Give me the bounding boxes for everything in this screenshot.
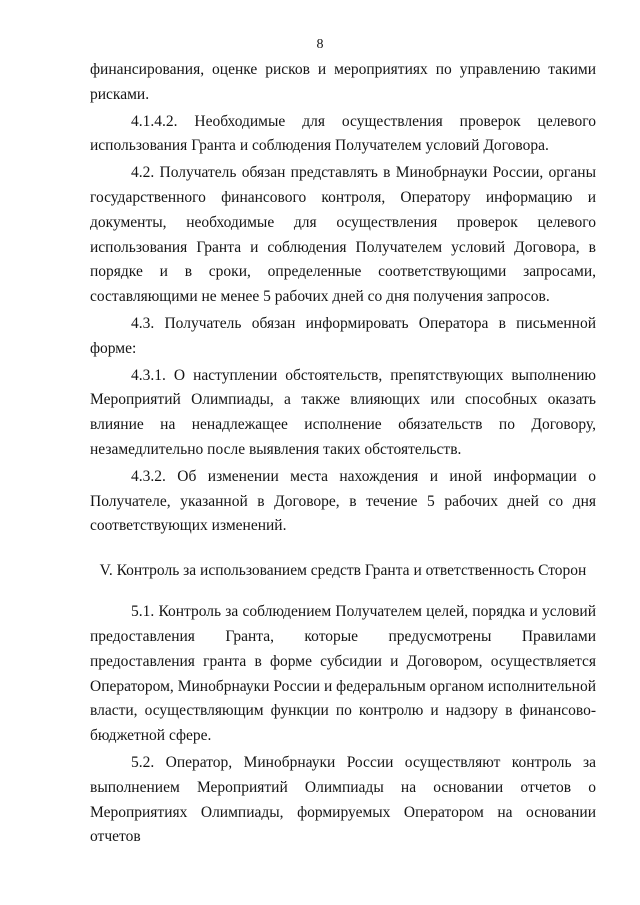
paragraph-5-2: 5.2. Оператор, Минобрнауки России осуществляют контроль за выполнением Мероприятий Олимпиады на основании отчетов о Мероприятиях Олимпиады, формируемых Оператором на основании отчетов <box>90 753 596 846</box>
paragraph-4-3-2: 4.3.2. Об изменении места нахождения и иной информации о Получателе, указанной в Договоре, в течение 5 рабочих дней со дня соответствующих изменений. <box>90 467 596 535</box>
paragraph-4-3: 4.3. Получатель обязан информировать Оператора в письменной форме: <box>90 314 596 357</box>
document-body <box>90 58 596 850</box>
section-heading: V. Контроль за использованием средств Гранта и ответственность Сторон <box>99 562 587 580</box>
paragraph-continuation: финансирования, оценке рисков и мероприятиях по управлению такими рисками. <box>90 61 596 103</box>
paragraph-4-3-1: 4.3.1. О наступлении обстоятельств, препятствующих выполнению Мероприятий Олимпиады, а также влияющих или способных оказать влияние на ненадлежащее исполнение обязательств по Договору, незамедлительно после выявления таких обстоятельств. <box>90 366 596 458</box>
paragraph-5-1: 5.1. Контроль за соблюдением Получателем целей, порядка и условий предоставления Гранта, которые предусмотрены Правилами предоставления гранта в форме субсидии и Договором, осуществляется Оператором, Минобрнауки России и федеральным органом исполнительной власти, осуществляющим функции по контролю и надзору в финансово-бюджетной сфере. <box>90 603 596 745</box>
paragraph-4-1-4-2: 4.1.4.2. Необходимые для осуществления проверок целевого использования Гранта и соблюдения Получателем условий Договора. <box>90 112 596 155</box>
paragraph-4-2: 4.2. Получатель обязан представлять в Минобрнауки России, органы государственного финансового контроля, Оператору информацию и документы, необходимые для осуществления проверок целевого использования Гранта и соблюдения Получателем условий Договора, в порядке и в сроки, определенные соответствующими запросами, составляющими не менее 5 рабочих дней со дня получения запросов. <box>90 164 596 306</box>
page-number: 8 <box>316 37 324 52</box>
